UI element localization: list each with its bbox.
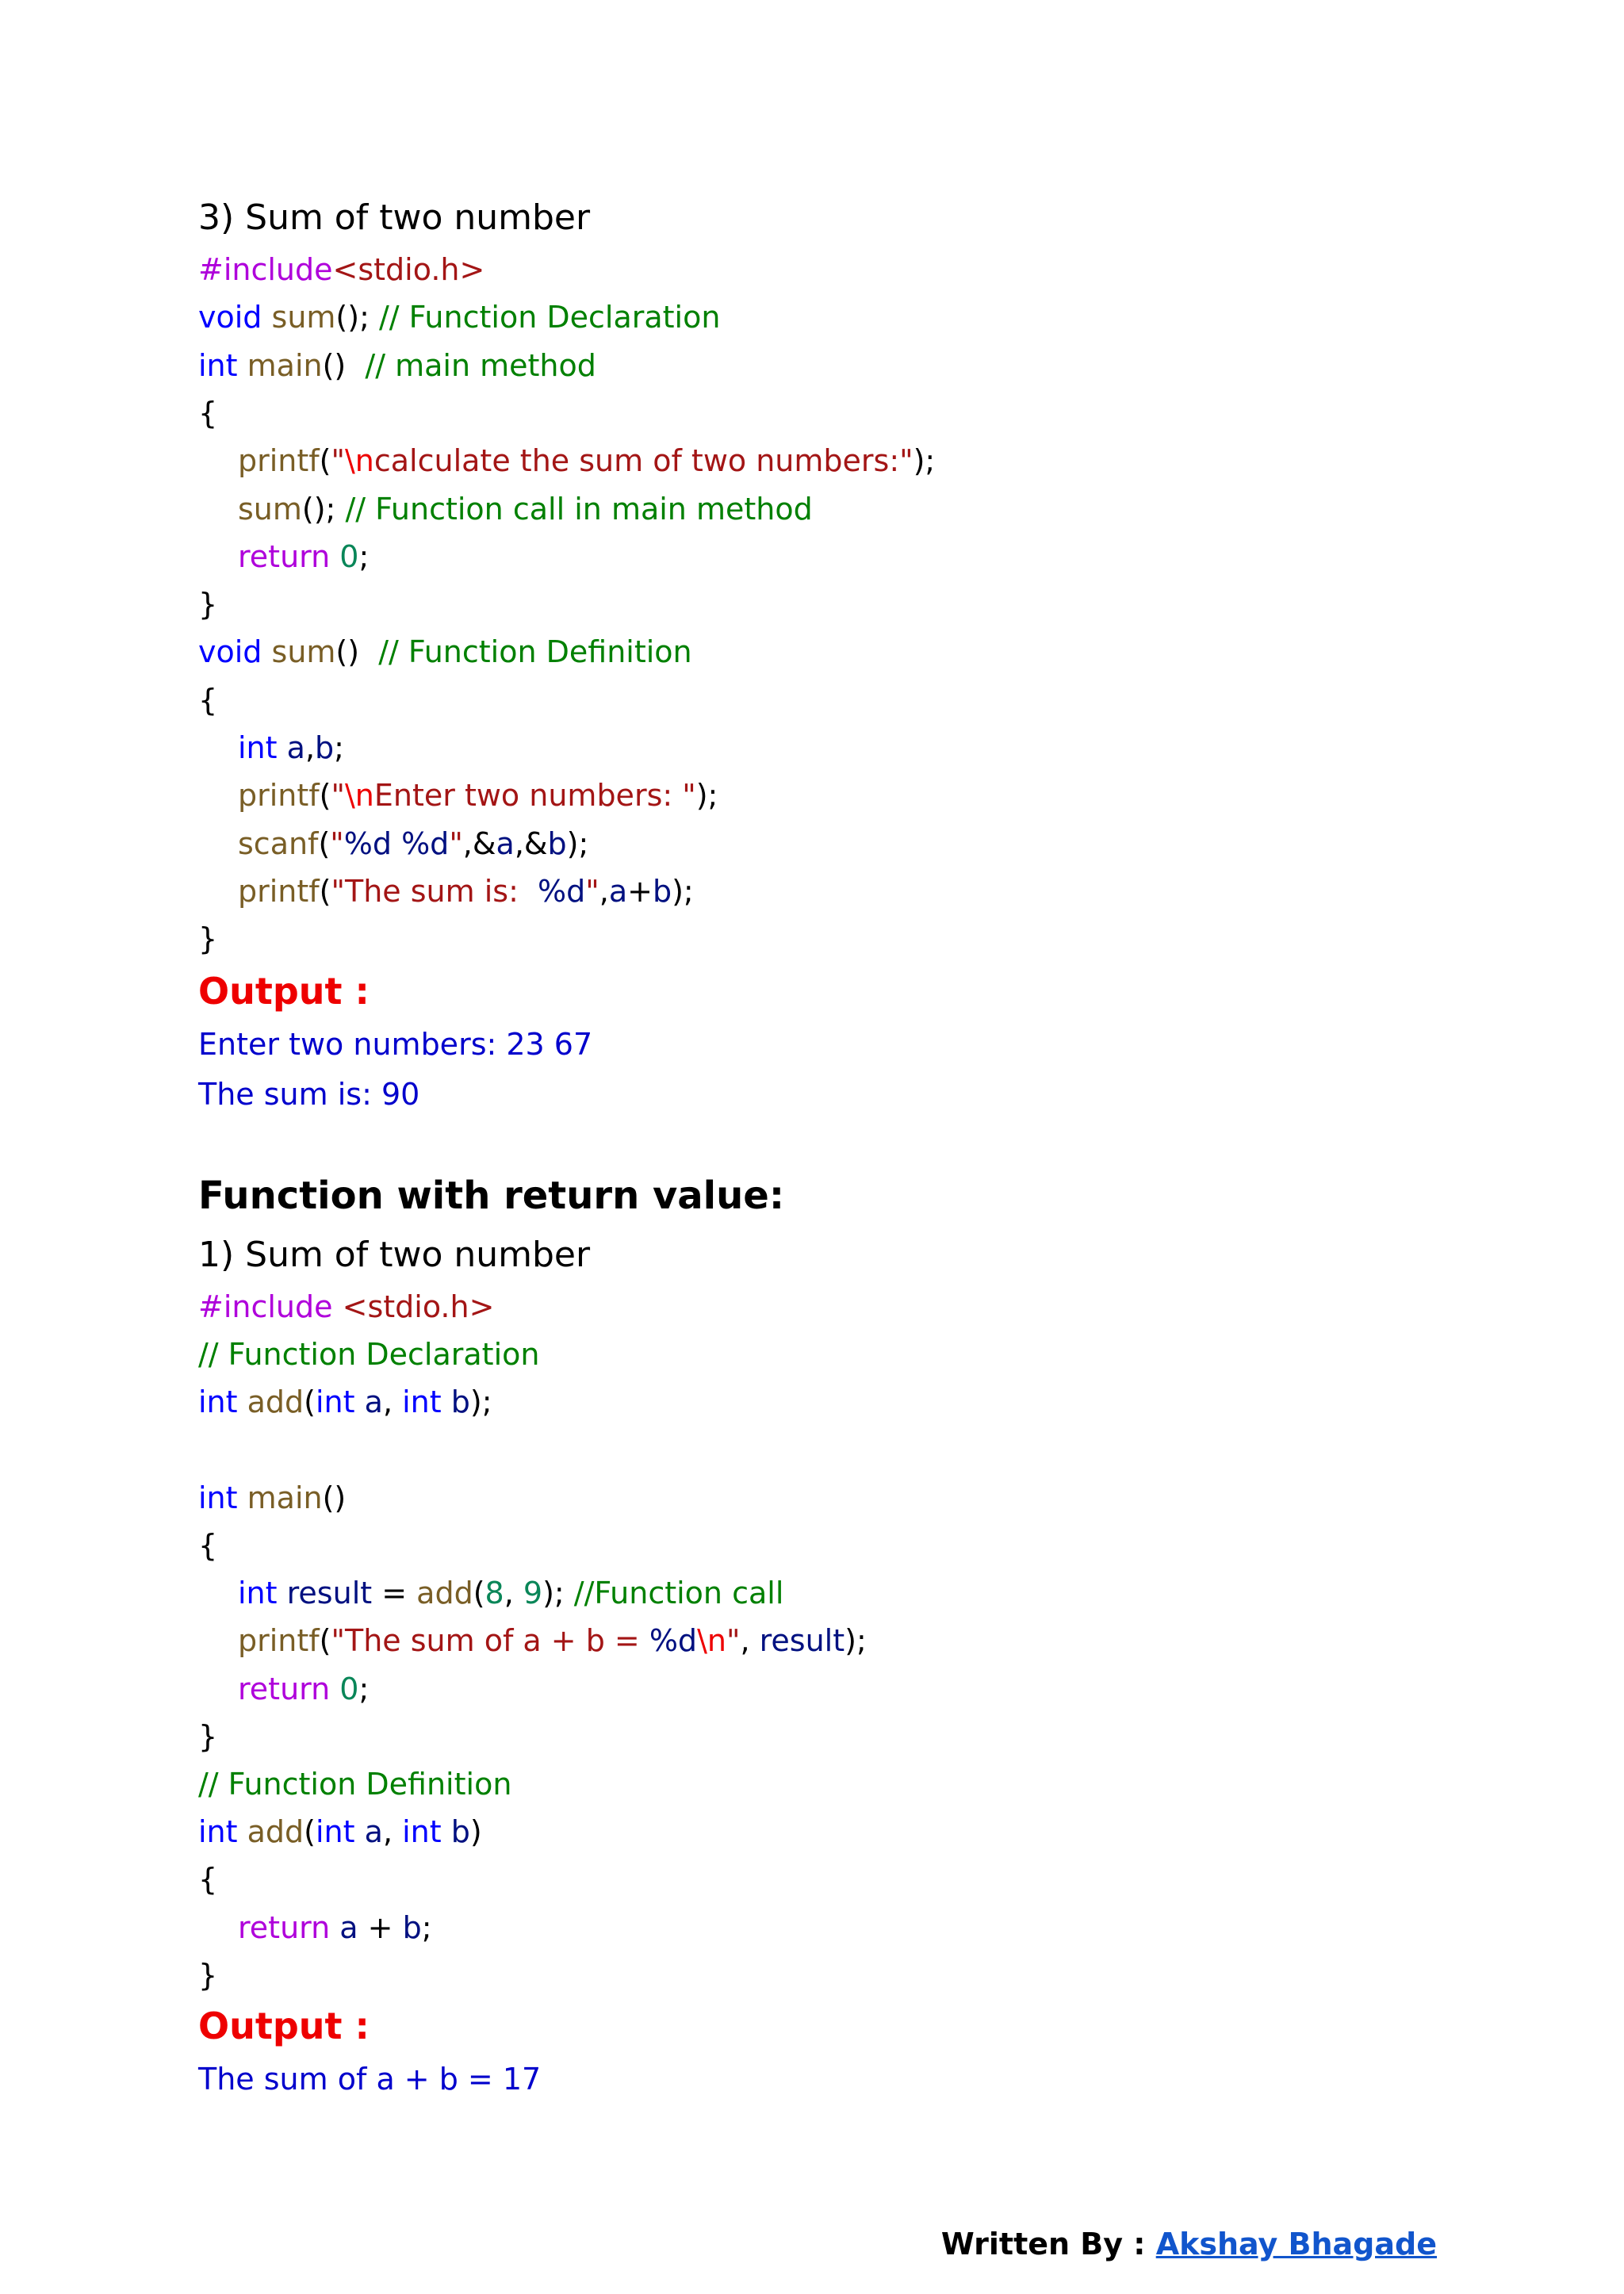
code-token: () [335,634,379,670]
code-token: ( [304,1384,316,1420]
code-token: ,& [514,825,548,861]
code-token: , [382,1814,403,1850]
code-token: #include [198,1289,333,1324]
code-token [442,1384,451,1419]
code-token: () [322,347,366,383]
code-token [330,1672,339,1706]
code-line [198,389,217,437]
code-token: = [372,1576,417,1611]
code-token: } [198,1718,218,1754]
code-token: %d [649,1623,698,1659]
code-token: "The sum of a + b = [331,1623,649,1659]
code-line [198,772,718,819]
code-line [198,676,217,724]
code-token: ; [334,730,344,765]
code-token: %d [538,873,586,909]
code-token: int [402,1814,442,1850]
code-line [198,1474,346,1522]
code-token: ); [542,1576,574,1611]
code-token: ; [358,1671,370,1706]
code-token: main [247,1480,323,1515]
code-token: result [759,1623,845,1659]
code-line [198,1617,867,1664]
code-token: } [198,587,218,622]
code-token: a [364,1384,383,1420]
code-token: 9 [523,1576,543,1611]
code-token: " [331,778,345,814]
section-title: Function with return value: [198,1174,785,1218]
code-token: ( [318,825,331,861]
code-token: printf [238,778,320,814]
code-token: add [247,1814,304,1850]
code-token [330,539,339,574]
code-token: ); [469,1384,492,1420]
code-token: ; [358,538,370,574]
code-token: , [304,730,316,765]
code-token: void [198,300,262,335]
code-token: 0 [339,1671,359,1706]
code-token [442,1814,451,1849]
code-token: " [449,825,463,861]
code-token: b [450,1384,470,1420]
code-token: " [585,873,599,909]
credit-prefix: Written By : [940,2227,1156,2261]
code-line [198,1904,432,1951]
code-token: , [382,1384,403,1420]
code-token: ); [913,443,936,479]
code-token: a [339,1909,358,1945]
author-link[interactable]: Akshay Bhagade [1155,2227,1437,2261]
code-token: } [198,921,218,957]
code-token: int [316,1384,355,1420]
code-token: 8 [485,1576,504,1611]
code-token: return [238,1909,331,1945]
code-token: " [330,825,344,861]
output-line: Enter two numbers: 23 67 [198,1027,593,1062]
code-token: // Function Definition [198,1767,512,1802]
code-token: ) [469,1814,482,1850]
author-credit [941,2220,1437,2268]
code-token: , [599,873,609,909]
code-token: sum [238,491,302,527]
output-label: Output : [198,2005,370,2047]
code-token: int [238,730,278,765]
code-line [198,1522,217,1569]
code-token: ); [695,778,718,814]
code-token: return [238,538,331,574]
code-line [198,1713,217,1760]
code-token: main [247,347,323,383]
code-token [262,634,271,669]
code-line [198,1665,369,1713]
code-token: int [198,1814,238,1850]
code-token: \n [697,1623,726,1659]
code-token: (); [301,491,346,527]
code-token: // Function call in main method [345,491,813,527]
code-token: b [402,1909,422,1945]
code-token: int [198,1384,238,1420]
code-token: a [364,1814,383,1850]
code-token [355,1384,365,1419]
code-token: %d %d [343,825,450,861]
code-token: int [316,1814,355,1850]
code-line [198,1855,217,1903]
example-heading: 3) Sum of two number [198,197,591,238]
example-heading: 1) Sum of two number [198,1235,591,1275]
code-token: ,& [462,825,496,861]
code-token: { [198,395,218,431]
code-token: calculate the sum of two numbers:" [373,443,914,479]
code-token: + [627,873,653,909]
code-line [198,1808,482,1855]
code-token: "The sum is: [331,873,538,909]
code-token: + [358,1909,403,1945]
code-token: // main method [365,347,596,383]
code-line [198,1283,494,1331]
code-line [198,1378,492,1426]
code-token: \n [344,778,374,814]
code-token: () [322,1480,347,1515]
code-token [330,1910,339,1945]
code-token [262,300,271,335]
code-token: return [238,1671,331,1706]
code-token: <stdio.h> [342,1289,495,1324]
code-token: // Function Declaration [378,300,721,335]
code-token [278,730,287,765]
code-token: ); [566,825,589,861]
code-line [198,628,692,676]
code-line [198,437,935,484]
code-token: a [496,825,515,861]
code-line [198,915,217,963]
code-token: scanf [238,825,319,861]
code-token: ; [421,1909,432,1945]
code-line [198,867,694,915]
code-token: int [402,1384,442,1420]
output-line: The sum is: 90 [198,1077,420,1112]
code-token: (); [335,300,379,335]
code-token: } [198,1957,218,1993]
code-token: add [416,1576,473,1611]
code-line [198,1760,511,1808]
code-token: // Function Declaration [198,1337,540,1373]
code-line [198,533,369,580]
code-line [198,580,217,628]
code-line [198,820,588,867]
code-token: Enter two numbers: " [373,778,696,814]
code-token [278,1576,287,1610]
code-token: b [652,873,672,909]
code-line [198,485,813,533]
code-token: b [450,1814,470,1850]
code-token: #include [198,252,333,287]
code-token: ( [319,778,331,814]
code-token: " [726,1623,741,1659]
code-token: ( [319,1623,331,1659]
code-token: { [198,682,218,718]
code-token: //Function call [573,1576,784,1611]
code-token: b [315,730,335,765]
code-token: { [198,1862,218,1898]
code-line [198,1331,539,1378]
code-token: printf [238,1623,320,1659]
code-line [198,1569,783,1617]
code-token: int [198,347,238,383]
code-token: b [547,825,567,861]
code-token [238,1814,247,1849]
code-line [198,246,485,293]
code-token: 0 [339,538,359,574]
code-line [198,1951,217,1999]
code-token: ( [319,443,331,479]
output-line: The sum of a + b = 17 [198,2062,542,2097]
code-token: \n [344,443,374,479]
code-token: ( [304,1814,316,1850]
code-token: " [331,443,345,479]
output-label: Output : [198,970,370,1013]
code-token: , [504,1576,523,1611]
code-token [238,1480,247,1515]
code-token: a [286,730,305,765]
code-token: printf [238,873,320,909]
code-line [198,293,720,341]
code-token: int [238,1576,278,1611]
code-token: ); [672,873,694,909]
code-token: int [198,1480,238,1515]
code-line [198,342,596,389]
code-token: void [198,634,262,670]
code-token: a [608,873,628,909]
code-line [198,724,344,772]
code-token [355,1814,365,1849]
code-token: sum [271,300,336,335]
code-token: { [198,1528,218,1563]
code-token [238,348,247,383]
code-token: ( [319,873,331,909]
code-token: sum [271,634,336,670]
code-token: , [740,1623,760,1659]
code-token: ); [845,1623,867,1659]
code-token [238,1384,247,1419]
code-token: <stdio.h> [332,252,485,287]
code-token: // Function Definition [378,634,692,670]
code-token [333,1289,343,1324]
code-token: result [286,1576,373,1611]
code-token: add [247,1384,304,1420]
code-token: printf [238,443,320,479]
code-token: ( [473,1576,485,1611]
